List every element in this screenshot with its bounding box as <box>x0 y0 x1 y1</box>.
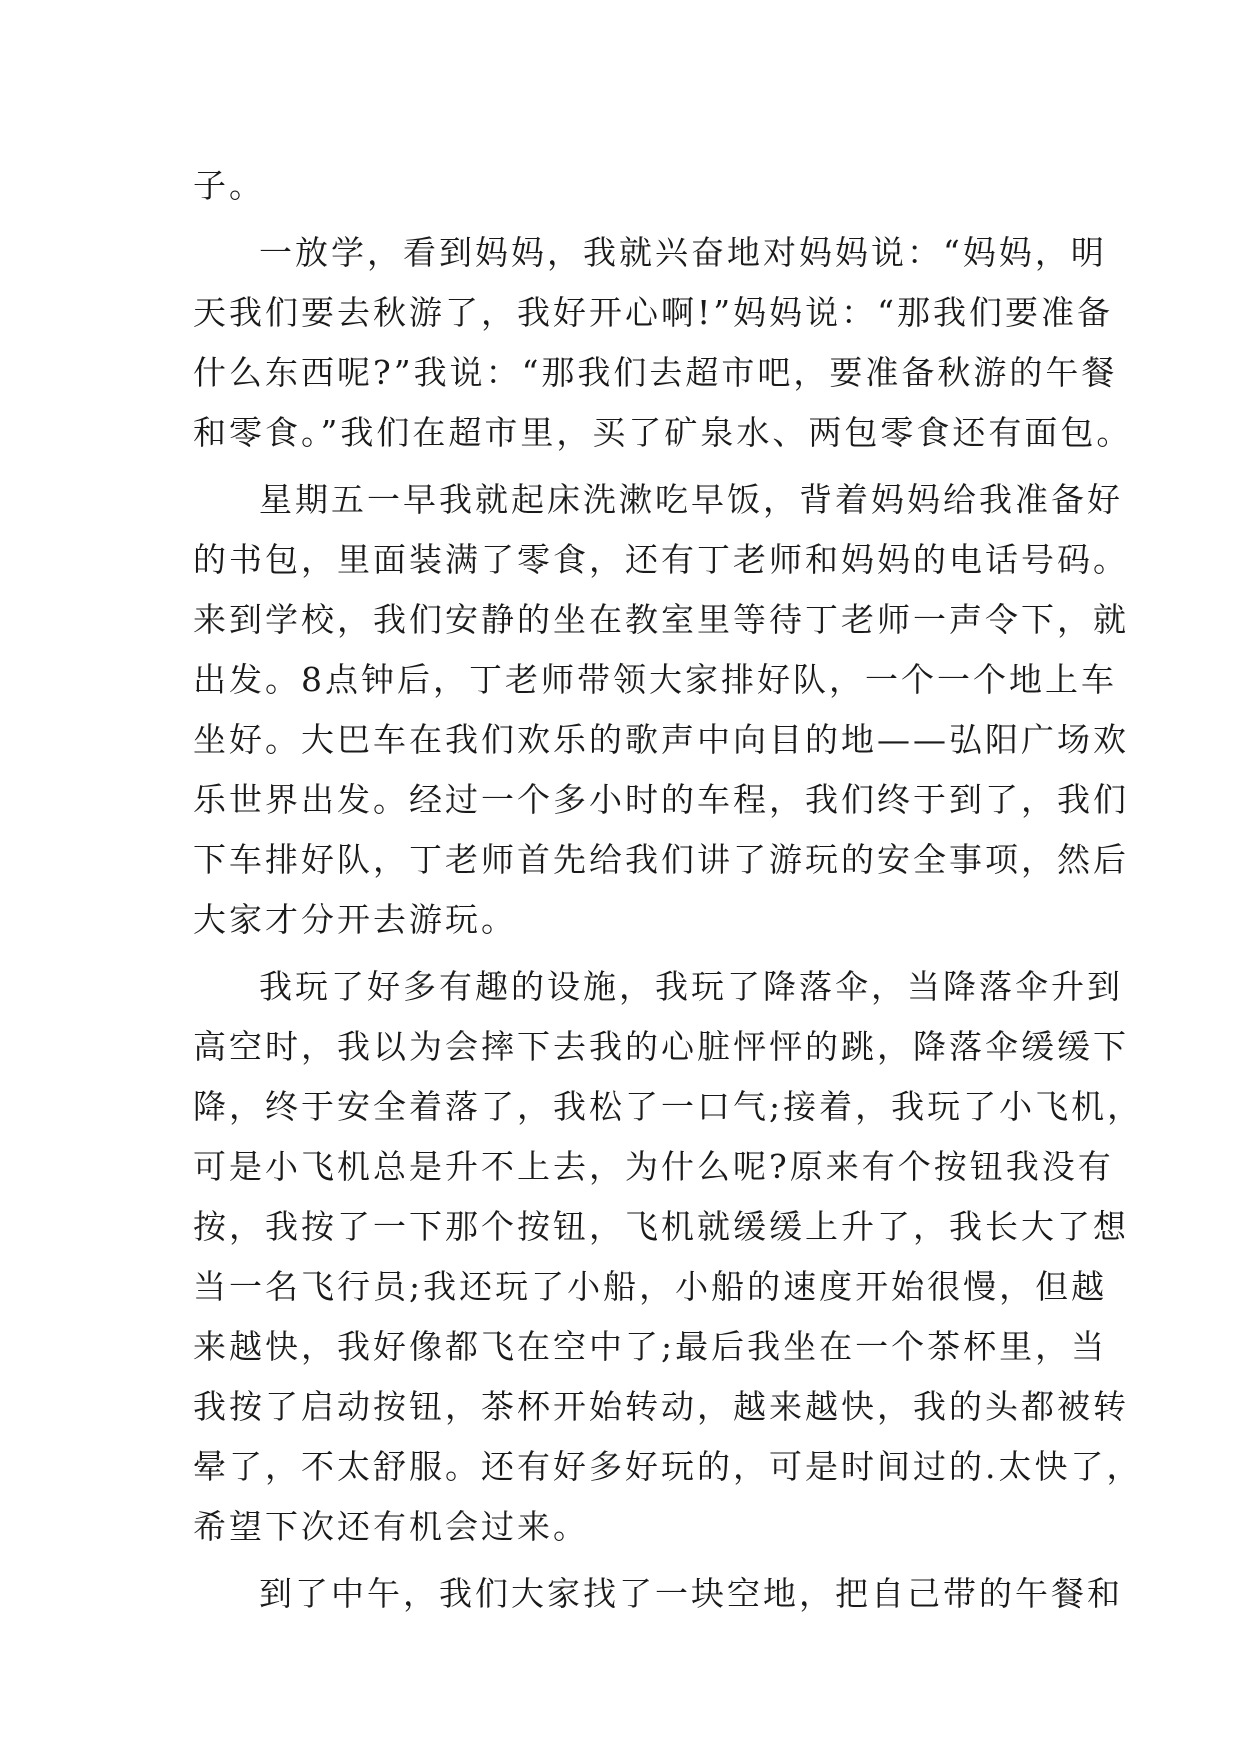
text-line: 什么东西呢?”我说：“那我们去超市吧，要准备秋游的午餐 <box>193 353 1118 392</box>
text-line: 高空时，我以为会摔下去我的心脏怦怦的跳，降落伞缓缓下 <box>193 1027 1129 1066</box>
text-line: 大家才分开去游玩。 <box>193 900 517 939</box>
text-line: 希望下次还有机会过来。 <box>193 1507 589 1546</box>
text-line: 一放学，看到妈妈，我就兴奋地对妈妈说：“妈妈，明 <box>259 233 1107 272</box>
text-line: 降，终于安全着落了，我松了一口气;接着，我玩了小飞机， <box>193 1087 1144 1126</box>
text-line: 到了中午，我们大家找了一块空地，把自己带的午餐和 <box>259 1574 1123 1613</box>
essay-body <box>193 156 1144 1624</box>
text-line: 子。 <box>193 166 265 205</box>
text-line: 来越快，我好像都飞在空中了;最后我坐在一个茶杯里，当 <box>193 1327 1108 1366</box>
text-line: 坐好。大巴车在我们欢乐的歌声中向目的地——弘阳广场欢 <box>193 720 1129 759</box>
text-line: 的书包，里面装满了零食，还有丁老师和妈妈的电话号码。 <box>193 540 1129 579</box>
text-line: 天我们要去秋游了，我好开心啊!”妈妈说：“那我们要准备 <box>193 293 1114 332</box>
text-line: 我玩了好多有趣的设施，我玩了降落伞，当降落伞升到 <box>259 967 1123 1006</box>
text-line: 我按了启动按钮，茶杯开始转动，越来越快，我的头都被转 <box>193 1387 1129 1426</box>
text-line: 出发。8点钟后，丁老师带领大家排好队，一个一个地上车 <box>193 660 1117 699</box>
text-line: 来到学校，我们安静的坐在教室里等待丁老师一声令下，就 <box>193 600 1129 639</box>
text-line: 晕了，不太舒服。还有好多好玩的，可是时间过的.太快了， <box>193 1447 1143 1486</box>
text-line: 乐世界出发。经过一个多小时的车程，我们终于到了，我们 <box>193 780 1129 819</box>
text-line: 当一名飞行员;我还玩了小船，小船的速度开始很慢，但越 <box>193 1267 1108 1306</box>
text-line: 按，我按了一下那个按钮，飞机就缓缓上升了，我长大了想 <box>193 1207 1129 1246</box>
text-line: 下车排好队，丁老师首先给我们讲了游玩的安全事项，然后 <box>193 840 1129 879</box>
text-line: 和零食。”我们在超市里，买了矿泉水、两包零食还有面包。 <box>193 413 1133 452</box>
text-line: 可是小飞机总是升不上去，为什么呢?原来有个按钮我没有 <box>193 1147 1114 1186</box>
text-line: 星期五一早我就起床洗漱吃早饭，背着妈妈给我准备好 <box>259 480 1123 519</box>
